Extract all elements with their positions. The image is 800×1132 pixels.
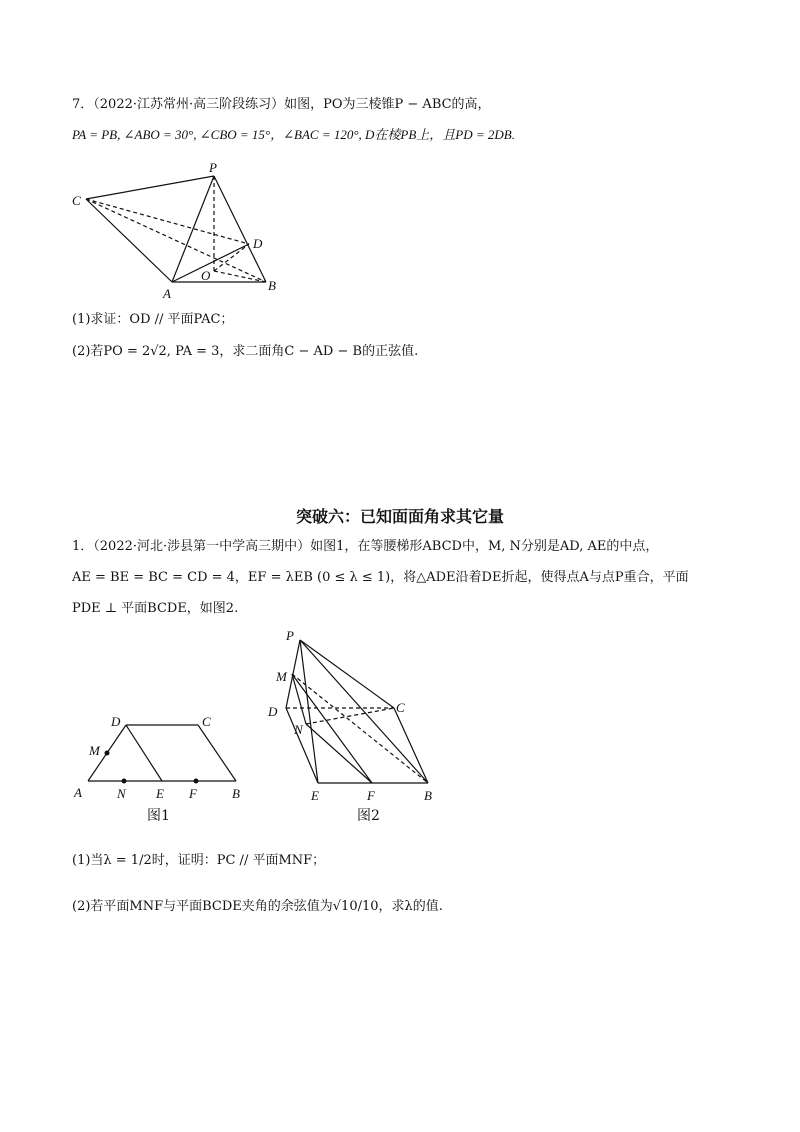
p1-question-1: (1)当λ = 1/2时，证明：PC // 平面MNF； bbox=[72, 853, 326, 868]
section-title: 突破六：已知面面角求其它量 bbox=[295, 507, 504, 526]
p7-label-C: C bbox=[72, 193, 81, 208]
p1-fig1-point-M bbox=[105, 751, 110, 756]
p1-fig1-point-F bbox=[194, 779, 199, 784]
p1-fig1-label-A: A bbox=[74, 785, 82, 800]
p1-fig2-label-M: M bbox=[276, 669, 287, 684]
p7-label-D: D bbox=[253, 236, 263, 251]
p1-fig2-label-F: F bbox=[367, 788, 375, 803]
p1-fig2-caption: 图2 bbox=[357, 808, 380, 824]
p1-fig1-label-F: F bbox=[189, 786, 197, 801]
p7-label-B: B bbox=[268, 278, 276, 293]
p7-question-1: (1)求证：OD // 平面PAC； bbox=[72, 312, 234, 327]
p1-fig2-label-E: E bbox=[311, 788, 319, 803]
p1-fig2-label-P: P bbox=[286, 628, 294, 643]
p1-fig1-label-M: M bbox=[89, 743, 100, 758]
p1-fig2-label-D: D bbox=[268, 704, 278, 719]
p7-line2: PA = PB, ∠ABO = 30°, ∠CBO = 15°，∠BAC = 120°, D在棱PB上，且PD = 2DB. bbox=[72, 127, 515, 142]
p7-line1: 7．（2022·江苏常州·高三阶段练习）如图，PO为三棱锥P − ABC的高， bbox=[72, 97, 491, 112]
p1-figure-2 bbox=[286, 640, 428, 783]
p7-label-A: A bbox=[163, 286, 171, 301]
p7-question-2: (2)若PO = 2√2, PA = 3，求二面角C − AD − B的正弦值. bbox=[72, 344, 419, 359]
p1-line1: 1．（2022·河北·涉县第一中学高三期中）如图1，在等腰梯形ABCD中，M, N分别是AD, AE的中点， bbox=[72, 539, 659, 554]
p7-label-P: P bbox=[209, 160, 217, 175]
p1-fig1-label-E: E bbox=[156, 786, 164, 801]
p1-line2: AE = BE = BC = CD = 4，EF = λEB (0 ≤ λ ≤ 1)，将△ADE沿着DE折起，使得点A与点P重合，平面 bbox=[72, 570, 689, 585]
p7-label-O: O bbox=[201, 268, 211, 283]
p1-fig2-label-N: N bbox=[294, 722, 303, 737]
p1-fig1-label-N: N bbox=[117, 786, 126, 801]
p1-fig1-label-C: C bbox=[202, 714, 211, 729]
p1-fig2-label-C: C bbox=[396, 700, 405, 715]
p1-fig2-label-B: B bbox=[424, 788, 432, 803]
p1-fig1-point-N bbox=[122, 779, 127, 784]
p1-question-2: (2)若平面MNF与平面BCDE夹角的余弦值为√10/10，求λ的值. bbox=[72, 899, 443, 914]
p1-fig1-label-D: D bbox=[111, 714, 121, 729]
p1-fig1-caption: 图1 bbox=[147, 808, 170, 824]
p1-fig1-label-B: B bbox=[232, 786, 240, 801]
p1-line3: PDE ⊥ 平面BCDE，如图2. bbox=[72, 601, 239, 616]
p1-figure-1 bbox=[88, 725, 236, 781]
